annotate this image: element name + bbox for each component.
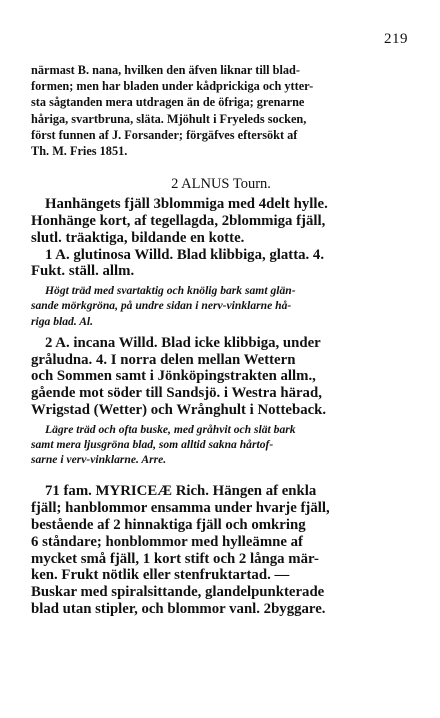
text-line: fjäll; hanblommor ensamma under hvarje fjäll, xyxy=(31,500,330,517)
intro-paragraph xyxy=(31,62,411,159)
text-line: 1 A. glutinosa Willd. Blad klibbiga, glatta. 4. xyxy=(45,246,325,263)
text-line: 6 ståndare; honblommor med hylleämne af xyxy=(31,533,303,550)
text-line: Fukt. ställ. allm. xyxy=(31,263,135,280)
species-2-description xyxy=(31,335,411,419)
text-line: riga blad. Al. xyxy=(31,314,94,328)
text-line: gående mot söder till Sandsjö. i Westra härad, xyxy=(31,385,322,402)
text-line: Th. M. Fries 1851. xyxy=(31,144,128,159)
text-line: sande mörkgröna, på undre sidan i nerv-vinklarne hå- xyxy=(31,299,292,313)
text-line: Buskar med spiralsittande, glandelpunkterade xyxy=(31,584,325,601)
species-1-note xyxy=(31,283,411,329)
text-line: gråludna. 4. I norra delen mellan Wettern xyxy=(31,351,296,368)
text-line: formen; men har bladen under kådprickiga och ytter- xyxy=(31,79,314,94)
family-description xyxy=(31,483,411,617)
text-line: Wrigstad (Wetter) och Wrånghult i Notteback. xyxy=(31,402,327,418)
text-line: sta sågtanden mera utdragen än de öfriga; grenarne xyxy=(31,95,305,110)
text-line: bestående af 2 hinnaktiga fjäll och omkring xyxy=(31,517,306,533)
text-line: slutl. träaktiga, bildande en kotte. xyxy=(31,229,245,246)
text-line: håriga, svartbruna, släta. Mjöhult i Fryeleds socken, xyxy=(31,111,307,126)
text-line: och Sommen samt i Jönköpingstrakten allm., xyxy=(31,368,316,385)
text-line: Högt träd med svartaktig och knölig bark samt glän- xyxy=(45,284,296,298)
book-page xyxy=(31,30,411,618)
genus-description xyxy=(31,196,411,246)
species-2-note xyxy=(31,422,411,468)
text-line: blad utan stipler, och blommor vanl. 2byggare. xyxy=(31,600,326,617)
text-line: Hanhängets fjäll 3blommiga med 4delt hylle. xyxy=(45,196,328,213)
text-line: Lägre träd och ofta buske, med gråhvit och slät bark xyxy=(45,422,296,436)
text-line: Honhänge kort, af tegellagda, 2blommiga fjäll, xyxy=(31,213,326,230)
section-heading: 2 ALNUS Tourn. xyxy=(171,176,271,193)
text-line: samt mera ljusgröna blad, som alltid sakna hårtof- xyxy=(31,438,274,451)
text-line: mycket små fjäll, 1 kort stift och 2 långa mär- xyxy=(31,550,319,567)
text-line: 71 fam. MYRICEÆ Rich. Hängen af enkla xyxy=(45,483,317,500)
text-line: först funnen af J. Forsander; förgäfves eftersökt af xyxy=(31,127,298,142)
text-line: 2 A. incana Willd. Blad icke klibbiga, under xyxy=(45,334,321,351)
text-line: sarne i verv-vinklarne. Arre. xyxy=(31,453,167,467)
text-line: ken. Frukt nötlik eller stenfruktartad. — xyxy=(31,567,290,584)
page-number: 219 xyxy=(384,31,408,47)
species-1-description xyxy=(31,247,411,281)
text-line: närmast B. nana, hvilken den äfven liknar till blad- xyxy=(31,63,300,77)
